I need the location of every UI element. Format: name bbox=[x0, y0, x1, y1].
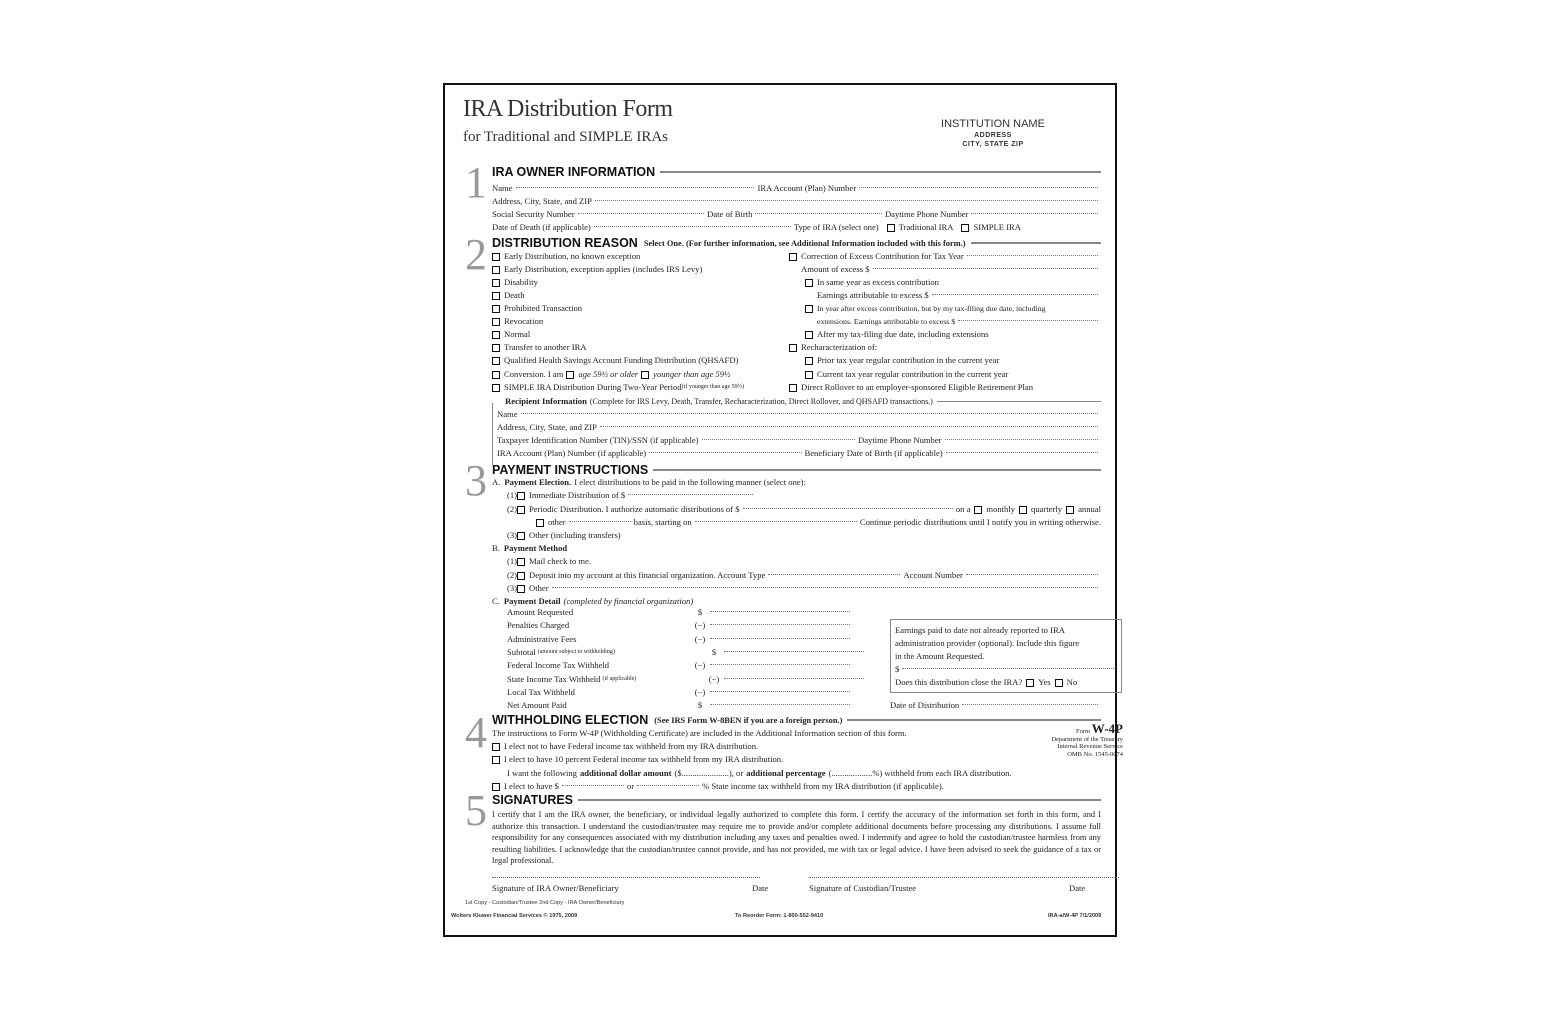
detail-symbol: $ bbox=[697, 607, 703, 617]
other-frequency-field[interactable] bbox=[569, 520, 631, 522]
immediate-row bbox=[507, 489, 1101, 502]
correction-year-field[interactable] bbox=[967, 254, 1098, 256]
recharacterization-checkbox[interactable] bbox=[789, 344, 797, 352]
periodic-row bbox=[507, 503, 1101, 516]
payment-method-row bbox=[492, 542, 1101, 555]
reason-checkbox[interactable] bbox=[492, 318, 500, 326]
age-older-label: age 59½ or older bbox=[578, 369, 639, 379]
reason-label: Transfer to another IRA bbox=[504, 342, 587, 352]
option-number: (3) bbox=[507, 583, 518, 593]
method-other-label: Other bbox=[529, 583, 549, 593]
reason-row-8 bbox=[492, 341, 782, 354]
section-3-title: PAYMENT INSTRUCTIONS bbox=[492, 462, 649, 477]
quarterly-checkbox[interactable] bbox=[1019, 506, 1027, 514]
excess-amount-row bbox=[801, 263, 1101, 276]
periodic-checkbox[interactable] bbox=[517, 506, 525, 514]
detail-label: Net Amount Paid bbox=[507, 700, 567, 711]
close-ira-label: Does this distribution close the IRA? bbox=[895, 677, 1023, 687]
owner-address-field[interactable] bbox=[595, 199, 1098, 201]
payment-detail-row bbox=[507, 699, 867, 712]
simple-ira-checkbox[interactable] bbox=[961, 224, 969, 232]
additional-percent-label: additional percentage bbox=[746, 768, 826, 778]
reason-label: Prohibited Transaction bbox=[504, 303, 583, 313]
recipient-phone-field[interactable] bbox=[945, 438, 1098, 440]
section-4-number: 4 bbox=[465, 708, 487, 757]
owner-signature-line[interactable] bbox=[492, 877, 760, 878]
earnings-same-label: Earnings attributable to excess $ bbox=[817, 290, 929, 300]
certification-text: I certify that I am the IRA owner, the beneficiary, or individual legally authorized to complete this form. I certify the accuracy of the information set forth in this form, and I authorize this transaction. I understand the custodian/trustee may require me to provide and/or complete additional documents before processing any distributions. I assume full responsibility for any consequences associated with my distribution including any taxes and penalties owed. I indemnify and agree to hold the custodian/trustee harmless from any resulting liabilities. I acknowledge that the custodian/trustee cannot provide, and has not provided, me with tax or legal advice. I have been advised to seek the guidance of a tax or legal professional. bbox=[492, 810, 1101, 865]
current-year-label: Current tax year regular contribution in the current year bbox=[817, 369, 1009, 379]
earnings-text-1: Earnings paid to date not already reported to IRA bbox=[895, 625, 1065, 635]
reorder-info: To Reorder Form: 1-800-552-9410 bbox=[735, 913, 824, 919]
recipient-address-field[interactable] bbox=[600, 425, 1098, 427]
reason-row-2 bbox=[492, 263, 782, 276]
owner-account-label: IRA Account (Plan) Number bbox=[757, 183, 857, 193]
monthly-label: monthly bbox=[986, 504, 1016, 514]
recipient-note: (Complete for IRS Levy, Death, Transfer, Recharacterization, Direct Rollover, and QHSAFD transactions.) bbox=[589, 397, 933, 406]
earnings-dollar: $ bbox=[895, 664, 900, 674]
institution-address: ADDRESS bbox=[974, 132, 1012, 139]
owner-dod-field[interactable] bbox=[594, 225, 791, 227]
recipient-bene-dob-field[interactable] bbox=[946, 451, 1098, 453]
form-content bbox=[451, 85, 1123, 935]
reason-row-6 bbox=[492, 315, 782, 328]
reason-label: Death bbox=[504, 290, 525, 300]
section-5-title: SIGNATURES bbox=[492, 792, 574, 807]
owner-address-row bbox=[492, 195, 1101, 208]
age-older-checkbox[interactable] bbox=[566, 371, 574, 379]
mail-check-row bbox=[507, 555, 1101, 568]
immediate-checkbox[interactable] bbox=[517, 492, 525, 500]
owner-address-label: Address, City, State, and ZIP bbox=[492, 196, 592, 206]
owner-signature-label: Signature of IRA Owner/Beneficiary bbox=[492, 883, 619, 893]
payment-detail-row bbox=[507, 633, 867, 646]
withholding-intro-row bbox=[492, 727, 976, 740]
deposit-checkbox[interactable] bbox=[517, 572, 525, 580]
extensions-row bbox=[817, 315, 1101, 328]
periodic-other-row bbox=[536, 516, 1101, 529]
direct-rollover-label: Direct Rollover to an employer-sponsored Eligible Retirement Plan bbox=[801, 382, 1034, 392]
extensions-label: extensions. Earnings attributable to excess $ bbox=[817, 317, 956, 326]
payment-election-text: I elect distributions to be paid in the following manner (select one): bbox=[574, 477, 806, 487]
payment-election-title: Payment Election. bbox=[504, 477, 572, 487]
earnings-text-2: administration provider (optional). Include this figure bbox=[895, 638, 1080, 648]
mail-check-label: Mail check to me. bbox=[529, 556, 592, 566]
withholding-intro: The instructions to Form W-4P (Withholding Certificate) are included in the Additional Information section of this form. bbox=[492, 728, 907, 738]
section-5-number: 5 bbox=[465, 786, 487, 835]
reason-row-conversion bbox=[492, 368, 782, 381]
detail-amount-field[interactable] bbox=[724, 677, 864, 679]
immediate-label: Immediate Distribution of $ bbox=[529, 490, 626, 500]
payment-a-label: A. bbox=[492, 477, 501, 487]
basis-label: basis, starting on bbox=[633, 517, 692, 527]
detail-amount-field[interactable] bbox=[710, 703, 850, 705]
payment-method-title: Payment Method bbox=[503, 543, 568, 553]
detail-symbol: (−) bbox=[694, 633, 706, 644]
owner-ssn-label: Social Security Number bbox=[492, 209, 575, 219]
reason-row-1 bbox=[492, 250, 782, 263]
additional-dollar-label: additional dollar amount bbox=[579, 768, 672, 778]
earnings-same-row bbox=[817, 289, 1101, 302]
correction-row bbox=[789, 250, 1101, 263]
age-younger-label: younger than age 59½ bbox=[653, 369, 731, 379]
owner-dob-field[interactable] bbox=[755, 212, 882, 214]
date-distribution-row bbox=[890, 699, 1101, 712]
custodian-date-label: Date bbox=[1069, 883, 1086, 893]
reason-row-3 bbox=[492, 276, 782, 289]
recipient-phone-label: Daytime Phone Number bbox=[858, 435, 942, 445]
traditional-ira-checkbox[interactable] bbox=[887, 224, 895, 232]
reason-checkbox[interactable] bbox=[492, 292, 500, 300]
simple-two-year-label: SIMPLE IRA Distribution During Two-Year Period bbox=[504, 382, 682, 392]
excess-amount-field[interactable] bbox=[873, 267, 1099, 269]
payment-detail-row bbox=[507, 646, 867, 659]
other-frequency-label: other bbox=[548, 517, 566, 527]
date-distribution-field[interactable] bbox=[962, 703, 1098, 705]
section-4-title: WITHHOLDING ELECTION bbox=[492, 712, 649, 727]
state-or-label: or bbox=[626, 781, 635, 791]
same-year-checkbox[interactable] bbox=[805, 279, 813, 287]
form-sheet bbox=[443, 83, 1123, 937]
payment-c-label: C. bbox=[492, 596, 500, 606]
additional-text: I want the following bbox=[507, 768, 577, 778]
close-no-checkbox[interactable] bbox=[1055, 679, 1063, 687]
annual-checkbox[interactable] bbox=[1066, 506, 1074, 514]
no-withholding-checkbox[interactable] bbox=[492, 743, 500, 751]
owner-dob-label: Date of Birth bbox=[707, 209, 753, 219]
detail-note: (amount subject to withholding) bbox=[537, 648, 615, 655]
deposit-label: Deposit into my account at this financial organization. Account Type bbox=[529, 570, 766, 580]
detail-amount-field[interactable] bbox=[710, 637, 850, 639]
recipient-tin-field[interactable] bbox=[702, 438, 855, 440]
section-3-number: 3 bbox=[465, 456, 487, 505]
detail-label: Administrative Fees bbox=[507, 633, 577, 644]
detail-label: Penalties Charged bbox=[507, 620, 570, 631]
section-1-title: IRA OWNER INFORMATION bbox=[492, 164, 656, 179]
additional-percent-field[interactable]: (...................%) withheld from each IRA distribution. bbox=[828, 768, 1012, 778]
other-frequency-checkbox[interactable] bbox=[536, 519, 544, 527]
recipient-name-label: Name bbox=[497, 409, 518, 419]
owner-ssn-field[interactable] bbox=[578, 212, 705, 214]
detail-amount-field[interactable] bbox=[710, 623, 850, 625]
section-2-title: DISTRIBUTION REASON bbox=[492, 235, 638, 250]
simple-two-year-checkbox[interactable] bbox=[492, 384, 500, 392]
periodic-amount-field[interactable] bbox=[743, 507, 953, 509]
payment-detail-row bbox=[507, 619, 867, 632]
reason-label: Disability bbox=[504, 277, 538, 287]
option-number: (1) bbox=[507, 490, 518, 500]
correction-label: Correction of Excess Contribution for Tax Year bbox=[801, 251, 964, 261]
mail-check-checkbox[interactable] bbox=[517, 558, 525, 566]
form-subtitle: for Traditional and SIMPLE IRAs bbox=[463, 129, 669, 145]
detail-amount-field[interactable] bbox=[724, 650, 864, 652]
extensions-earnings-field[interactable] bbox=[958, 319, 1098, 321]
state-dollar-label: I elect to have $ bbox=[504, 781, 559, 791]
prior-year-checkbox[interactable] bbox=[805, 357, 813, 365]
owner-dod-label: Date of Death (if applicable) bbox=[492, 222, 591, 232]
w4p-form-name: W-4P bbox=[1091, 721, 1123, 736]
detail-symbol: $ bbox=[697, 700, 703, 711]
detail-label: Amount Requested bbox=[507, 607, 574, 617]
detail-label: State Income Tax Withheld bbox=[507, 673, 601, 684]
year-after-row bbox=[805, 302, 1101, 315]
reason-checkbox[interactable] bbox=[492, 344, 500, 352]
payment-election-row bbox=[492, 476, 1101, 489]
detail-label: Subtotal bbox=[507, 646, 536, 657]
other-transfer-checkbox[interactable] bbox=[517, 532, 525, 540]
direct-rollover-checkbox[interactable] bbox=[789, 384, 797, 392]
copyright: Wolters Kluwer Financial Services © 1975, 2009 bbox=[451, 913, 578, 919]
detail-amount-field[interactable] bbox=[710, 663, 850, 665]
method-other-field[interactable] bbox=[552, 586, 1098, 588]
reason-checkbox[interactable] bbox=[492, 266, 500, 274]
on-a-label: on a bbox=[955, 504, 971, 514]
recipient-address-row bbox=[497, 421, 1101, 434]
additional-dollar-field[interactable]: ($......................), or bbox=[674, 768, 744, 778]
date-distribution-label: Date of Distribution bbox=[890, 700, 960, 710]
ten-percent-checkbox[interactable] bbox=[492, 756, 500, 764]
recipient-heading: Recipient Information bbox=[505, 396, 587, 406]
section-1-heading bbox=[492, 165, 1101, 179]
close-yes-checkbox[interactable] bbox=[1026, 679, 1034, 687]
section-4-note: (See IRS Form W-8BEN if you are a foreign person.) bbox=[654, 715, 843, 725]
option-number: (2) bbox=[507, 570, 518, 580]
section-2-heading bbox=[492, 236, 1101, 250]
detail-symbol: (−) bbox=[694, 660, 706, 671]
institution-name: INSTITUTION NAME bbox=[941, 118, 1045, 130]
reason-row-5 bbox=[492, 302, 782, 315]
reason-label: Revocation bbox=[504, 316, 544, 326]
option-number: (1) bbox=[507, 556, 518, 566]
current-year-row bbox=[805, 368, 1101, 381]
detail-label: Federal Income Tax Withheld bbox=[507, 660, 610, 671]
reason-label: Normal bbox=[504, 329, 531, 339]
current-year-checkbox[interactable] bbox=[805, 371, 813, 379]
conversion-label: Conversion. I am bbox=[504, 369, 564, 379]
recipient-address-label: Address, City, State, and ZIP bbox=[497, 422, 597, 432]
reason-row-7 bbox=[492, 328, 782, 341]
detail-symbol: (−) bbox=[694, 686, 706, 697]
detail-symbol: (−) bbox=[708, 673, 720, 684]
reason-checkbox[interactable] bbox=[492, 305, 500, 313]
recipient-tin-label: Taxpayer Identification Number (TIN)/SSN (if applicable) bbox=[497, 435, 699, 445]
detail-amount-field[interactable] bbox=[710, 690, 850, 692]
simple-ira-label: SIMPLE IRA bbox=[973, 222, 1021, 232]
custodian-signature-line[interactable] bbox=[809, 877, 1119, 878]
ten-percent-row bbox=[492, 753, 1101, 766]
earnings-amount-row bbox=[895, 663, 1117, 676]
section-1-number: 1 bbox=[465, 158, 487, 207]
owner-name-row bbox=[492, 182, 1101, 195]
prior-year-row bbox=[805, 354, 1101, 367]
after-due-label: After my tax-filing due date, including extensions bbox=[817, 329, 989, 339]
method-other-row bbox=[507, 582, 1101, 595]
payment-detail-row bbox=[507, 659, 867, 672]
quarterly-label: quarterly bbox=[1031, 504, 1063, 514]
close-no-label: No bbox=[1066, 677, 1078, 687]
owner-phone-label: Daytime Phone Number bbox=[884, 209, 969, 219]
recharacterization-label: Recharacterization of: bbox=[801, 342, 878, 352]
copy-distribution: 1st Copy - Custodian/Trustee 2nd Copy - IRA Owner/Beneficiary bbox=[465, 900, 625, 906]
simple-two-year-note: (if younger than age 59½) bbox=[681, 384, 745, 390]
owner-name-label: Name bbox=[492, 183, 513, 193]
start-date-field[interactable] bbox=[695, 520, 857, 522]
reason-checkbox[interactable] bbox=[492, 331, 500, 339]
owner-dod-row bbox=[492, 221, 1101, 234]
section-5-heading bbox=[492, 793, 1101, 807]
section-2-number: 2 bbox=[465, 230, 487, 279]
continue-text: Continue periodic distributions until I notify you in writing otherwise. bbox=[859, 517, 1101, 527]
account-number-field[interactable] bbox=[966, 573, 1098, 575]
payment-detail-row bbox=[507, 673, 867, 686]
owner-account-field[interactable] bbox=[859, 186, 1098, 188]
monthly-checkbox[interactable] bbox=[974, 506, 982, 514]
w4p-form-label: Form bbox=[1075, 728, 1091, 735]
reason-label: Early Distribution, exception applies (includes IRS Levy) bbox=[504, 264, 703, 274]
recipient-heading-row bbox=[505, 395, 1101, 408]
state-percent-field[interactable] bbox=[637, 784, 699, 786]
account-number-label: Account Number bbox=[903, 570, 963, 580]
w4p-dept: Department of the Treasury bbox=[1051, 735, 1123, 743]
reason-label: Qualified Health Savings Account Funding Distribution (QHSAFD) bbox=[504, 355, 739, 365]
reason-checkbox[interactable] bbox=[492, 279, 500, 287]
institution-block bbox=[903, 118, 1083, 149]
after-due-row bbox=[805, 328, 1101, 341]
w4p-irs: Internal Revenue Service bbox=[1057, 743, 1123, 750]
reason-label: Early Distribution, no known exception bbox=[504, 251, 641, 261]
institution-city: CITY, STATE ZIP bbox=[962, 141, 1024, 148]
recipient-name-field[interactable] bbox=[521, 412, 1098, 414]
close-yes-label: Yes bbox=[1038, 677, 1051, 687]
no-withholding-label: I elect not to have Federal income tax withheld from my IRA distribution. bbox=[504, 741, 759, 751]
payment-detail-row bbox=[507, 606, 867, 619]
earnings-box bbox=[890, 619, 1122, 693]
option-number: (3) bbox=[507, 530, 518, 540]
form-id: IRA-a/W-4P 7/1/2009 bbox=[1048, 913, 1102, 919]
after-due-checkbox[interactable] bbox=[805, 331, 813, 339]
state-dollar-field[interactable] bbox=[562, 784, 624, 786]
detail-note: (if applicable) bbox=[602, 675, 637, 682]
reason-row-9 bbox=[492, 354, 782, 367]
section-4-heading bbox=[492, 713, 1101, 727]
owner-ssn-row bbox=[492, 208, 1101, 221]
conversion-checkbox[interactable] bbox=[492, 371, 500, 379]
recipient-name-row bbox=[497, 408, 1101, 421]
deposit-row bbox=[507, 569, 1101, 582]
same-year-row bbox=[805, 276, 1101, 289]
payment-other-row bbox=[507, 529, 1101, 542]
traditional-ira-label: Traditional IRA bbox=[898, 222, 954, 232]
earnings-text-3: in the Amount Requested. bbox=[895, 651, 985, 661]
detail-symbol: (−) bbox=[694, 620, 706, 631]
earnings-amount-field[interactable] bbox=[902, 667, 1114, 669]
detail-label: Local Tax Withheld bbox=[507, 686, 575, 697]
state-percent-label: % State income tax withheld from my IRA distribution (if applicable). bbox=[702, 781, 944, 791]
same-year-label: In same year as excess contribution bbox=[817, 277, 939, 287]
recipient-bene-dob-label: Beneficiary Date of Birth (if applicable) bbox=[804, 448, 943, 458]
owner-phone-field[interactable] bbox=[971, 212, 1098, 214]
state-withholding-checkbox[interactable] bbox=[492, 783, 500, 791]
reason-row-4 bbox=[492, 289, 782, 302]
w4p-omb: OMB No. 1545-0074 bbox=[1067, 750, 1123, 758]
reason-checkbox[interactable] bbox=[492, 253, 500, 261]
recipient-account-row bbox=[497, 447, 1101, 460]
recharacterization-row bbox=[789, 341, 1101, 354]
close-ira-row bbox=[895, 676, 1117, 689]
age-younger-checkbox[interactable] bbox=[641, 371, 649, 379]
annual-label: annual bbox=[1078, 504, 1101, 514]
year-after-label: In year after excess contribution, but by my tax-filing due date, including bbox=[817, 304, 1046, 313]
recipient-tin-row bbox=[497, 434, 1101, 447]
reason-row-simple bbox=[492, 381, 787, 394]
immediate-amount-field[interactable] bbox=[628, 493, 753, 495]
option-number: (2) bbox=[507, 504, 518, 514]
custodian-signature-label: Signature of Custodian/Trustee bbox=[809, 883, 917, 893]
section-2-note: Select One. (For further information, see Additional Information included with this form.) bbox=[643, 238, 966, 248]
payment-b-label: B. bbox=[492, 543, 500, 553]
prior-year-label: Prior tax year regular contribution in the current year bbox=[817, 355, 1000, 365]
payment-detail-row bbox=[507, 686, 867, 699]
recipient-account-label: IRA Account (Plan) Number (if applicable) bbox=[497, 448, 647, 458]
method-other-checkbox[interactable] bbox=[517, 585, 525, 593]
reason-checkbox[interactable] bbox=[492, 357, 500, 365]
direct-rollover-row bbox=[789, 381, 1101, 394]
correction-checkbox[interactable] bbox=[789, 253, 797, 261]
payment-detail-note: (completed by financial organization) bbox=[563, 596, 694, 606]
recipient-account-field[interactable] bbox=[649, 451, 801, 453]
form-title: IRA Distribution Form bbox=[463, 96, 673, 122]
owner-date-label: Date bbox=[752, 883, 769, 893]
ira-type-label: Type of IRA (select one) bbox=[793, 222, 879, 232]
account-type-field[interactable] bbox=[768, 573, 900, 575]
payment-detail-title: Payment Detail bbox=[503, 596, 561, 606]
earnings-same-field[interactable] bbox=[932, 293, 1098, 295]
section-3-heading bbox=[492, 463, 1101, 477]
year-after-checkbox[interactable] bbox=[805, 305, 813, 313]
detail-amount-field[interactable] bbox=[710, 610, 850, 612]
excess-amount-label: Amount of excess $ bbox=[801, 264, 870, 274]
owner-name-field[interactable] bbox=[516, 186, 755, 188]
detail-symbol: $ bbox=[711, 646, 717, 657]
ten-percent-label: I elect to have 10 percent Federal income tax withheld from my IRA distribution. bbox=[504, 754, 784, 764]
other-transfer-label: Other (including transfers) bbox=[529, 530, 621, 540]
state-withholding-row bbox=[492, 780, 1101, 793]
additional-withholding-row bbox=[507, 767, 1101, 780]
periodic-label: Periodic Distribution. I authorize automatic distributions of $ bbox=[529, 504, 740, 514]
no-withholding-row bbox=[492, 740, 976, 753]
